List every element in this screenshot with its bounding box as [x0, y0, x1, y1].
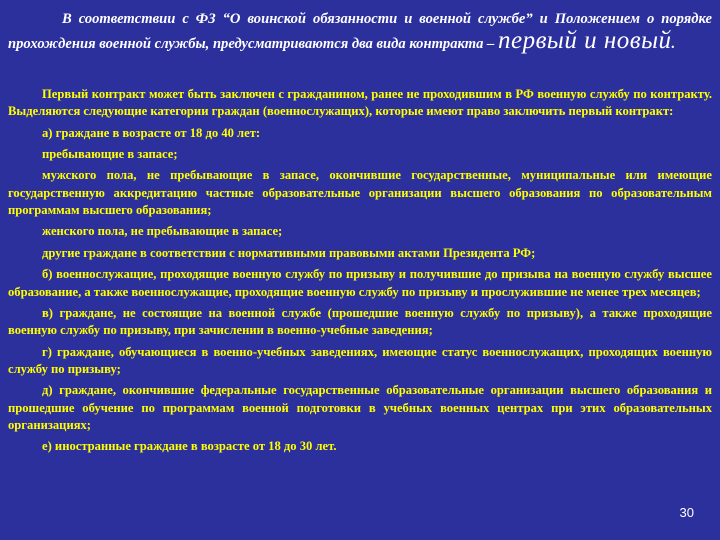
list-item-a: а) граждане в возрасте от 18 до 40 лет:: [42, 125, 261, 140]
list-item-e: е) иностранные граждане в возрасте от 18 до 30 лет.: [42, 439, 337, 454]
intro-highlight: первый и новый: [497, 27, 672, 54]
list-item-v: в) граждане, не состоящие на военной службе (прошедшие военную службу по призыву), а также проходящие военную службу по призыву, при зачислении в военно-учебные заведения;: [8, 305, 712, 338]
intro-paragraph: [8, 8, 712, 55]
list-item-other: другие граждане в соответствии с нормативными правовыми актами Президента РФ;: [42, 245, 536, 260]
intro-text: В соответствии с ФЗ “О воинской обязанности и военной службе” и Положением о порядке прохождения военной службы, предусматриваются два вида контракта –: [8, 11, 712, 52]
content-body: [8, 86, 712, 460]
list-item-male: мужского пола, не пребывающие в запасе, окончившие государственные, муниципальные или имеющие государственную аккредитацию частные образовательные организации высшего образования по образовательным программам высшего образования;: [8, 168, 712, 218]
page-number: 30: [679, 505, 694, 520]
list-item-d: д) граждане, окончившие федеральные государственные образовательные организации высшего образования и прошедшие обучение по программам военной подготовки в учебных военных центрах при этих образовательных организациях;: [8, 383, 712, 432]
list-item-b: б) военнослужащие, проходящие военную службу по призыву и получившие до призыва на военную службу высшее образование, а также военнослужащие, проходящие военную службу по призыву и прослужившие не менее трех месяцев;: [8, 267, 712, 299]
list-item-female: женского пола, не пребывающие в запасе;: [42, 224, 283, 239]
intro-end: .: [671, 36, 676, 52]
list-item-reserve: пребывающие в запасе;: [42, 147, 178, 162]
list-item-g: г) граждане, обучающиеся в военно-учебных заведениях, имеющие статус военнослужащих, проходящих военную службу по призыву;: [8, 344, 712, 376]
paragraph-first-contract: Первый контракт может быть заключен с гражданином, ранее не проходившим в РФ военную службу по контракту. Выделяются следующие категории граждан (военнослужащих), которые имеют право заключить первый контракт:: [8, 87, 712, 119]
